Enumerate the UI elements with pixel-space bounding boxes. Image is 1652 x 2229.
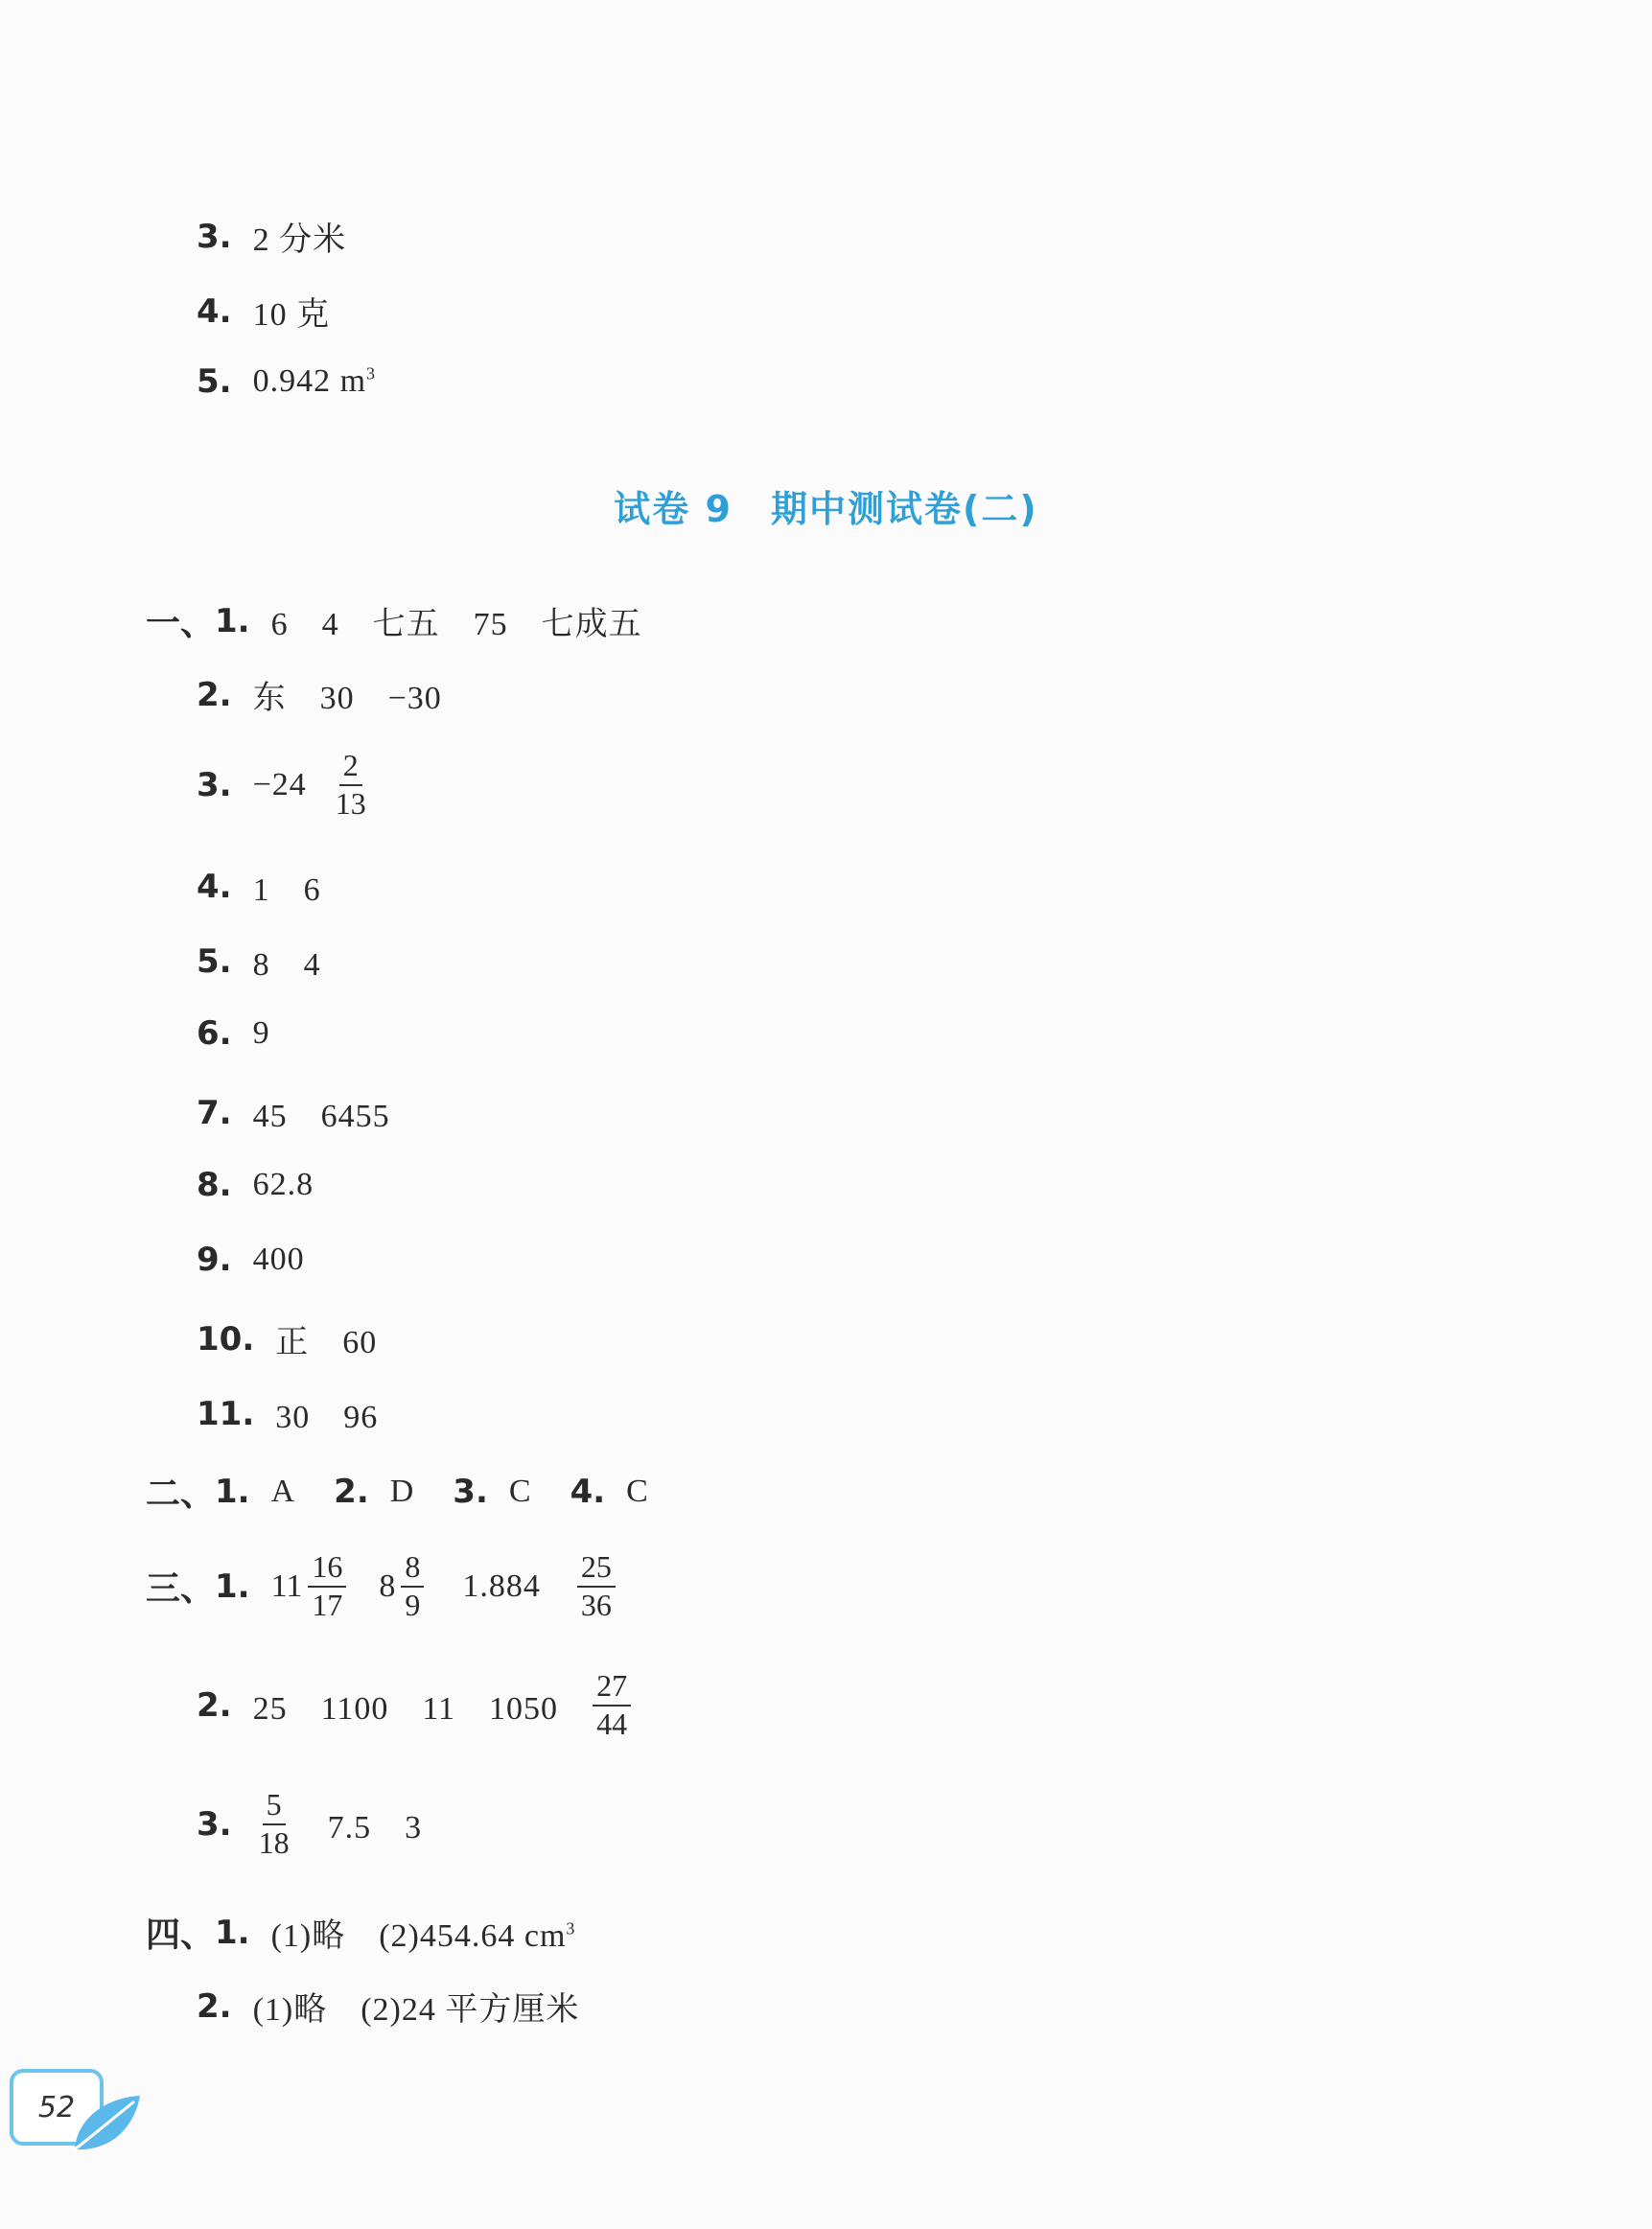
- item-number: 3.: [197, 765, 232, 804]
- answer-text: 1 6: [252, 872, 321, 908]
- item-number: 10.: [197, 1319, 255, 1358]
- item-number: 5.: [197, 941, 232, 981]
- item-number: 4.: [197, 291, 232, 331]
- item-number: 3.: [197, 1804, 232, 1844]
- answer-text: [271, 1909, 576, 1956]
- answer-line: [197, 750, 370, 820]
- item-number: 1.: [215, 1567, 250, 1606]
- answer-text: 1.884: [462, 1567, 541, 1604]
- answer-text: 2 分米: [252, 222, 347, 258]
- answer-line: [197, 1390, 378, 1437]
- answer-line: [197, 213, 346, 260]
- item-number: 2.: [197, 675, 232, 714]
- fraction: [401, 1551, 424, 1621]
- item-number: 1.: [215, 601, 250, 640]
- answer-line: [197, 288, 330, 335]
- item-number: 7.: [197, 1093, 232, 1132]
- item-number: 3.: [453, 1472, 488, 1511]
- denominator: 44: [596, 1706, 628, 1741]
- answer-text: −24: [252, 766, 307, 802]
- item-number: 4.: [197, 867, 232, 906]
- answer-line: [197, 1014, 270, 1053]
- superscript: 3: [566, 1918, 576, 1939]
- whole-part: 11: [270, 1567, 303, 1604]
- numerator: 5: [263, 1789, 286, 1825]
- answer-line: [197, 938, 321, 985]
- answer-line: [146, 596, 642, 645]
- numerator: 27: [593, 1670, 631, 1707]
- denominator: 13: [335, 785, 366, 821]
- denominator: 36: [580, 1587, 612, 1622]
- answer-text: (1)略 (2)24 平方厘米: [252, 1992, 580, 2028]
- item-number: 11.: [197, 1394, 255, 1433]
- answer-text: 62.8: [252, 1167, 314, 1202]
- numerator: 16: [308, 1551, 346, 1588]
- fraction: [308, 1551, 346, 1621]
- section-label: 二、: [146, 1474, 216, 1514]
- section-label: 一、: [146, 603, 216, 643]
- answer-text: 400: [252, 1242, 305, 1277]
- fraction: [593, 1670, 631, 1740]
- denominator: 17: [312, 1587, 343, 1622]
- answer-line: [146, 1467, 649, 1516]
- answer-line: [197, 1315, 377, 1362]
- section-title: 试卷 9 期中测试卷(二): [614, 488, 1038, 530]
- answer-value: 0.942 m: [252, 363, 367, 399]
- answer-text: 30 96: [275, 1400, 379, 1435]
- item-number: 6.: [197, 1014, 232, 1053]
- answer-line: [146, 1551, 616, 1621]
- item-number: 4.: [570, 1472, 606, 1511]
- answer-text: 25 1100 11 1050: [252, 1691, 559, 1728]
- numerator: 8: [401, 1551, 424, 1588]
- denominator: 9: [405, 1587, 421, 1622]
- answer-text: A: [270, 1473, 296, 1509]
- item-number: 8.: [197, 1166, 232, 1204]
- answer-line: [197, 1789, 422, 1859]
- answer-line: [197, 1241, 305, 1279]
- answer-line: [197, 1089, 390, 1136]
- item-number: 3.: [197, 217, 232, 256]
- answer-text: 7.5 3: [327, 1810, 423, 1846]
- answer-text: 东 30 −30: [252, 681, 442, 716]
- item-number: 2.: [197, 1986, 232, 2026]
- item-number: 2.: [334, 1472, 369, 1511]
- fraction: [255, 1789, 293, 1859]
- item-number: 1.: [215, 1913, 250, 1952]
- answer-line: [197, 1983, 579, 2030]
- numerator: 25: [577, 1551, 616, 1588]
- denominator: 18: [258, 1824, 290, 1860]
- answer-line: [197, 1166, 314, 1204]
- answer-line: [146, 1908, 575, 1957]
- section-label: 三、: [146, 1568, 216, 1610]
- answer-text: 10 克: [252, 297, 331, 333]
- page-number: 52: [37, 2090, 76, 2125]
- fraction: [577, 1551, 616, 1621]
- answer-text: D: [389, 1473, 415, 1509]
- superscript: 3: [366, 363, 377, 383]
- answer-text: 8 4: [252, 947, 321, 983]
- item-number: 5.: [197, 362, 232, 401]
- answer-text: C: [626, 1473, 649, 1509]
- answer-line: [197, 1670, 631, 1740]
- answer-value: (1)略 (2)454.64 cm: [270, 1918, 567, 1954]
- answer-text: C: [508, 1473, 532, 1509]
- answer-line: [197, 863, 321, 910]
- fraction: [332, 750, 370, 820]
- item-number: 1.: [215, 1472, 250, 1511]
- answer-line: [197, 362, 376, 401]
- item-number: 2.: [197, 1685, 232, 1725]
- answer-line: [197, 671, 442, 718]
- whole-part: 8: [379, 1567, 396, 1604]
- answer-text: 正 60: [275, 1325, 378, 1360]
- answer-text: 45 6455: [252, 1099, 390, 1134]
- leaf-icon: [67, 2090, 144, 2157]
- answer-text: [253, 363, 376, 400]
- item-number: 9.: [197, 1241, 232, 1279]
- answer-text: 9: [252, 1015, 270, 1051]
- numerator: 2: [339, 750, 362, 786]
- mixed-number: [379, 1551, 424, 1621]
- answer-text: 6 4 七五 75 七成五: [270, 607, 642, 642]
- section-label: 四、: [146, 1915, 216, 1955]
- mixed-number: [271, 1551, 347, 1621]
